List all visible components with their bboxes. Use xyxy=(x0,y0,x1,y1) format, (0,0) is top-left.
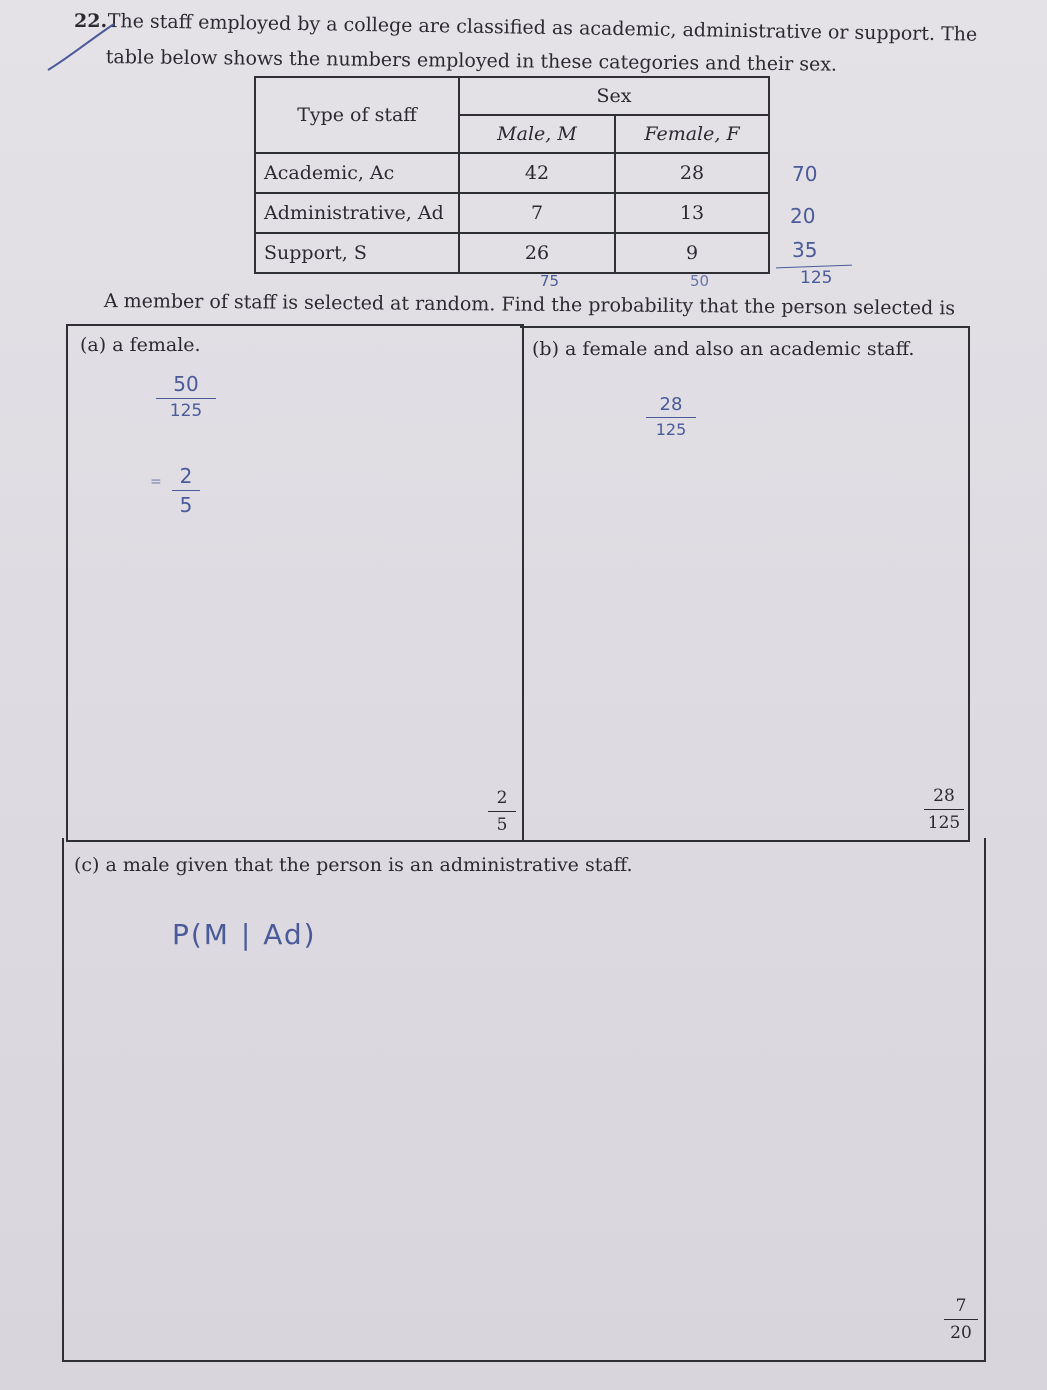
table-row xyxy=(255,233,769,273)
answer-c-fraction: 7 20 xyxy=(944,1296,978,1343)
header-sex: Sex xyxy=(459,77,769,115)
cell-female: 13 xyxy=(615,193,769,233)
cell-male: 7 xyxy=(459,193,615,233)
part-a-label: (a) xyxy=(80,334,107,356)
part-a-question xyxy=(80,330,201,360)
question-number: 22. xyxy=(74,10,108,32)
header-female: Female, F xyxy=(615,115,769,153)
handwritten-grand-total: 125 xyxy=(800,268,833,288)
row-label: Administrative, Ad xyxy=(255,193,459,233)
cell-female: 9 xyxy=(615,233,769,273)
answer-box-c[interactable] xyxy=(62,838,986,1362)
part-b-question xyxy=(532,334,914,364)
question-line-2: table below shows the numbers employed in these categories and their sex. xyxy=(105,45,838,76)
part-c-text: a male given that the person is an administrative staff. xyxy=(105,854,633,876)
part-b-label: (b) xyxy=(532,338,559,360)
answer-b-fraction: 28 125 xyxy=(924,786,964,833)
row-label: Support, S xyxy=(255,233,459,273)
cell-male: 42 xyxy=(459,153,615,193)
header-male: Male, M xyxy=(459,115,615,153)
question-prompt: A member of staff is selected at random. Find the probability that the person selected is xyxy=(103,289,956,320)
handwritten-work-c: P(M | Ad) xyxy=(172,918,317,951)
table-row xyxy=(255,153,769,193)
handwritten-fraction-b: 28 125 xyxy=(646,394,696,439)
handwritten-fraction-a: 50 125 xyxy=(156,372,216,421)
table-row xyxy=(255,193,769,233)
handwritten-equals: = xyxy=(150,474,162,490)
answer-box-b[interactable] xyxy=(520,326,970,842)
question-line-1: The staff employed by a college are classified as academic, administrative or support. The xyxy=(107,9,978,46)
cell-female: 28 xyxy=(615,153,769,193)
handwritten-row-total: 20 xyxy=(790,204,816,228)
handwritten-col-total: 50 xyxy=(690,272,710,290)
pen-stroke-mark xyxy=(40,18,120,78)
header-type-of-staff: Type of staff xyxy=(255,77,459,153)
part-b-text: a female and also an academic staff. xyxy=(565,338,915,360)
handwritten-col-total: 75 xyxy=(540,272,560,290)
handwritten-row-total: 70 xyxy=(792,162,818,186)
handwritten-fraction-a-simplified: 2 5 xyxy=(172,464,200,517)
handwritten-row-total: 35 xyxy=(792,238,818,262)
cell-male: 26 xyxy=(459,233,615,273)
part-c-label: (c) xyxy=(74,854,100,876)
answer-a-fraction: 2 5 xyxy=(488,788,516,835)
part-a-text: a female. xyxy=(112,334,201,356)
part-c-question xyxy=(74,850,633,880)
staff-table xyxy=(254,76,770,274)
answer-box-a[interactable] xyxy=(66,324,524,842)
row-label: Academic, Ac xyxy=(255,153,459,193)
